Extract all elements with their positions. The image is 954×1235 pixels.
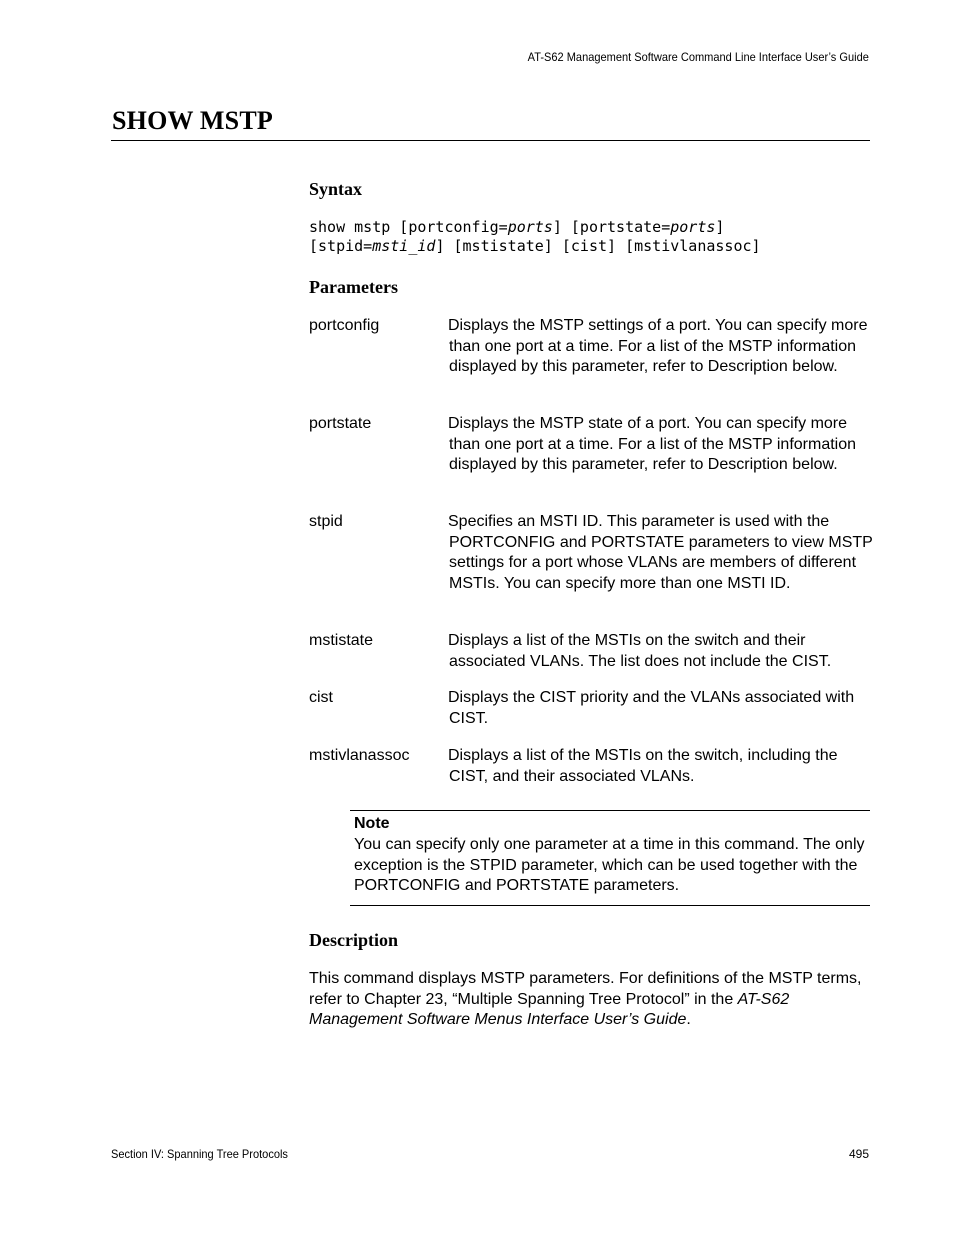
param-description: Displays a list of the MSTIs on the switch and their associated VLANs. The list does not include the CIST. [448, 632, 832, 670]
running-header: AT-S62 Management Software Command Line Interface User’s Guide [527, 50, 869, 64]
note-text: You can specify only one parameter at a time in this command. The only exception is the STPID parameter, which can be used together with the PORTCONFIG and PORTSTATE parameters. [354, 836, 865, 894]
param-name: mstistate [309, 632, 374, 649]
footer-section: Section IV: Spanning Tree Protocols [111, 1147, 288, 1161]
book-title: AT-S62 Management Software Menus Interface User’s Guide [309, 990, 790, 1028]
syntax-line-1: show mstp [portconfig=ports] [portstate=ports] [309, 218, 725, 236]
param-name: mstivlanassoc [309, 747, 410, 764]
param-name: portstate [309, 415, 372, 432]
parameters-heading: Parameters [309, 277, 398, 297]
description-heading: Description [309, 930, 398, 950]
description-text: This command displays MSTP parameters. For definitions of the MSTP terms, refer to Chapter 23, “Multiple Spanning Tree Protocol” in the AT-S62 Management Software Menus Interface User’s Guide. [309, 970, 862, 1028]
syntax-line-2: [stpid=msti_id] [mstistate] [cist] [mstivlanassoc] [309, 237, 761, 255]
note-top-rule [350, 810, 870, 811]
param-description: Displays the MSTP settings of a port. You can specify more than one port at a time. For a list of the MSTP information displayed by this parameter, refer to Description below. [448, 317, 868, 375]
param-description: Specifies an MSTI ID. This parameter is used with the PORTCONFIG and PORTSTATE parameters to view MSTP settings for a port whose VLANs are members of different MSTIs. You can specify more than one MSTI ID. [448, 513, 873, 592]
note-bottom-rule [350, 905, 870, 906]
param-description: Displays the CIST priority and the VLANs associated with CIST. [448, 689, 855, 727]
page-number: 495 [848, 1147, 869, 1161]
page-title: SHOW MSTP [112, 106, 273, 135]
param-name: portconfig [309, 317, 380, 334]
title-divider [111, 140, 870, 141]
note-label: Note [354, 815, 390, 832]
param-name: cist [309, 689, 333, 706]
syntax-heading: Syntax [309, 179, 363, 199]
param-description: Displays a list of the MSTIs on the switch, including the CIST, and their associated VLANs. [448, 747, 838, 785]
param-description: Displays the MSTP state of a port. You can specify more than one port at a time. For a list of the MSTP information displayed by this parameter, refer to Description below. [448, 415, 857, 473]
param-name: stpid [309, 513, 343, 530]
